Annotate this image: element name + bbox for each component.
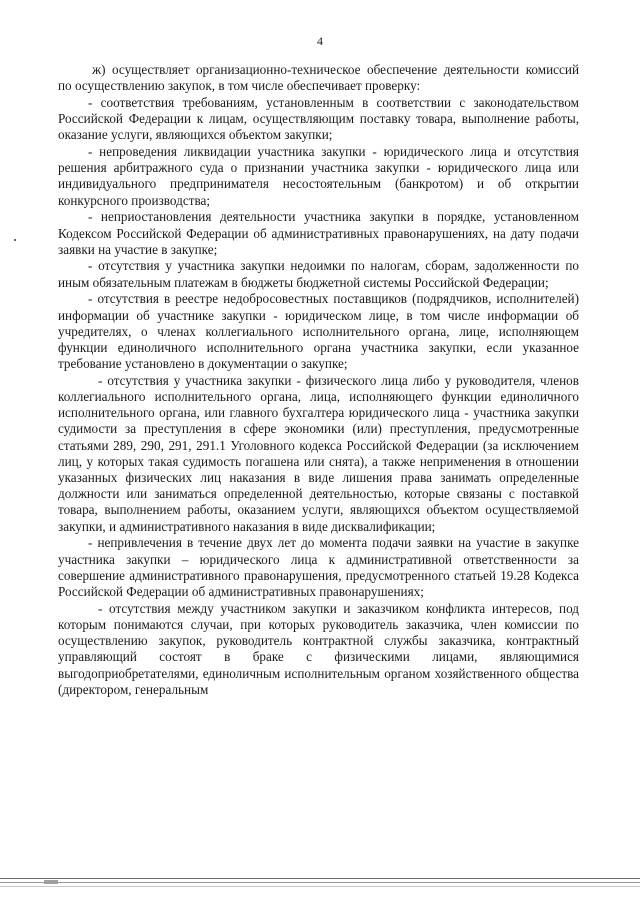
scan-bottom-edge	[0, 878, 640, 888]
page-number: 4	[317, 34, 323, 48]
paragraph-no-administrative-liability: - непривлечения в течение двух лет до момента подачи заявки на участие в закупке участника закупки – юридического лица к административной ответственности за совершение административного правонарушения, предусмотренного статьей 19.28 Кодекса Российской Федерации об административных правонарушениях;	[58, 535, 579, 599]
paragraph-unfair-suppliers-register: - отсутствия в реестре недобросовестных поставщиков (подрядчиков, исполнителей) информации об участнике закупки - юридическом лице, в том числе информации об учредителях, о членах коллегиального исполнительного органа, лице, исполняющем функции единоличного исполнительного органа участника закупки, если указанное требование установлено в документации о закупке;	[58, 291, 579, 372]
document-body	[58, 62, 579, 698]
paragraph-no-criminal-record: - отсутствия у участника закупки - физического лица либо у руководителя, членов коллегиального исполнительного органа, лица, исполняющего функции единоличного исполнительного органа, или главного бухгалтера юридического лица - участника закупки судимости за преступления в сфере экономики (или) преступления, предусмотренные статьями 289, 290, 291, 291.1 Уголовного кодекса Российской Федерации (за исключением лиц, у которых такая судимость погашена или снята), а также неприменения в отношении указанных физических лиц наказания в виде лишения права занимать определенные должности или заниматься определенной деятельностью, которые связаны с поставкой товара, выполнением работы, оказанием услуги, являющихся объектом осуществляемой закупки, и административного наказания в виде дисквалификации;	[58, 372, 579, 534]
paragraph-conformity: - соответствия требованиям, установленным в соответствии с законодательством Российской Федерации к лицам, осуществляющим поставку товара, выполнение работы, оказание услуги, являющихся объектом закупки;	[58, 94, 579, 143]
paragraph-no-arrears: - отсутствия у участника закупки недоимки по налогам, сборам, задолженности по иным обязательным платежам в бюджеты бюджетной системы Российской Федерации;	[58, 258, 579, 290]
paragraph-item-zh: ж) осуществляет организационно-техническое обеспечение деятельности комиссий по осуществлению закупок, в том числе обеспечивает проверку:	[58, 62, 579, 94]
paragraph-no-suspension: - неприостановления деятельности участника закупки в порядке, установленном Кодексом Российской Федерации об административных правонарушениях, на дату подачи заявки на участие в закупке;	[58, 209, 579, 257]
stray-mark	[14, 239, 16, 241]
paragraph-no-conflict-of-interest: - отсутствия между участником закупки и заказчиком конфликта интересов, под которым понимаются случаи, при которых руководитель заказчика, член комиссии по осуществлению закупок, руководитель контрактной службы заказчика, контрактный управляющий состоят в браке с физическими лицами, являющимися выгодоприобретателями, единоличным исполнительным органом хозяйственного общества (директором, генеральным	[58, 600, 579, 697]
paragraph-no-liquidation: - непроведения ликвидации участника закупки - юридического лица и отсутствия решения арбитражного суда о признании участника закупки - юридического лица или индивидуального предпринимателя несостоятельным (банкротом) и об открытии конкурсного производства;	[58, 144, 579, 208]
